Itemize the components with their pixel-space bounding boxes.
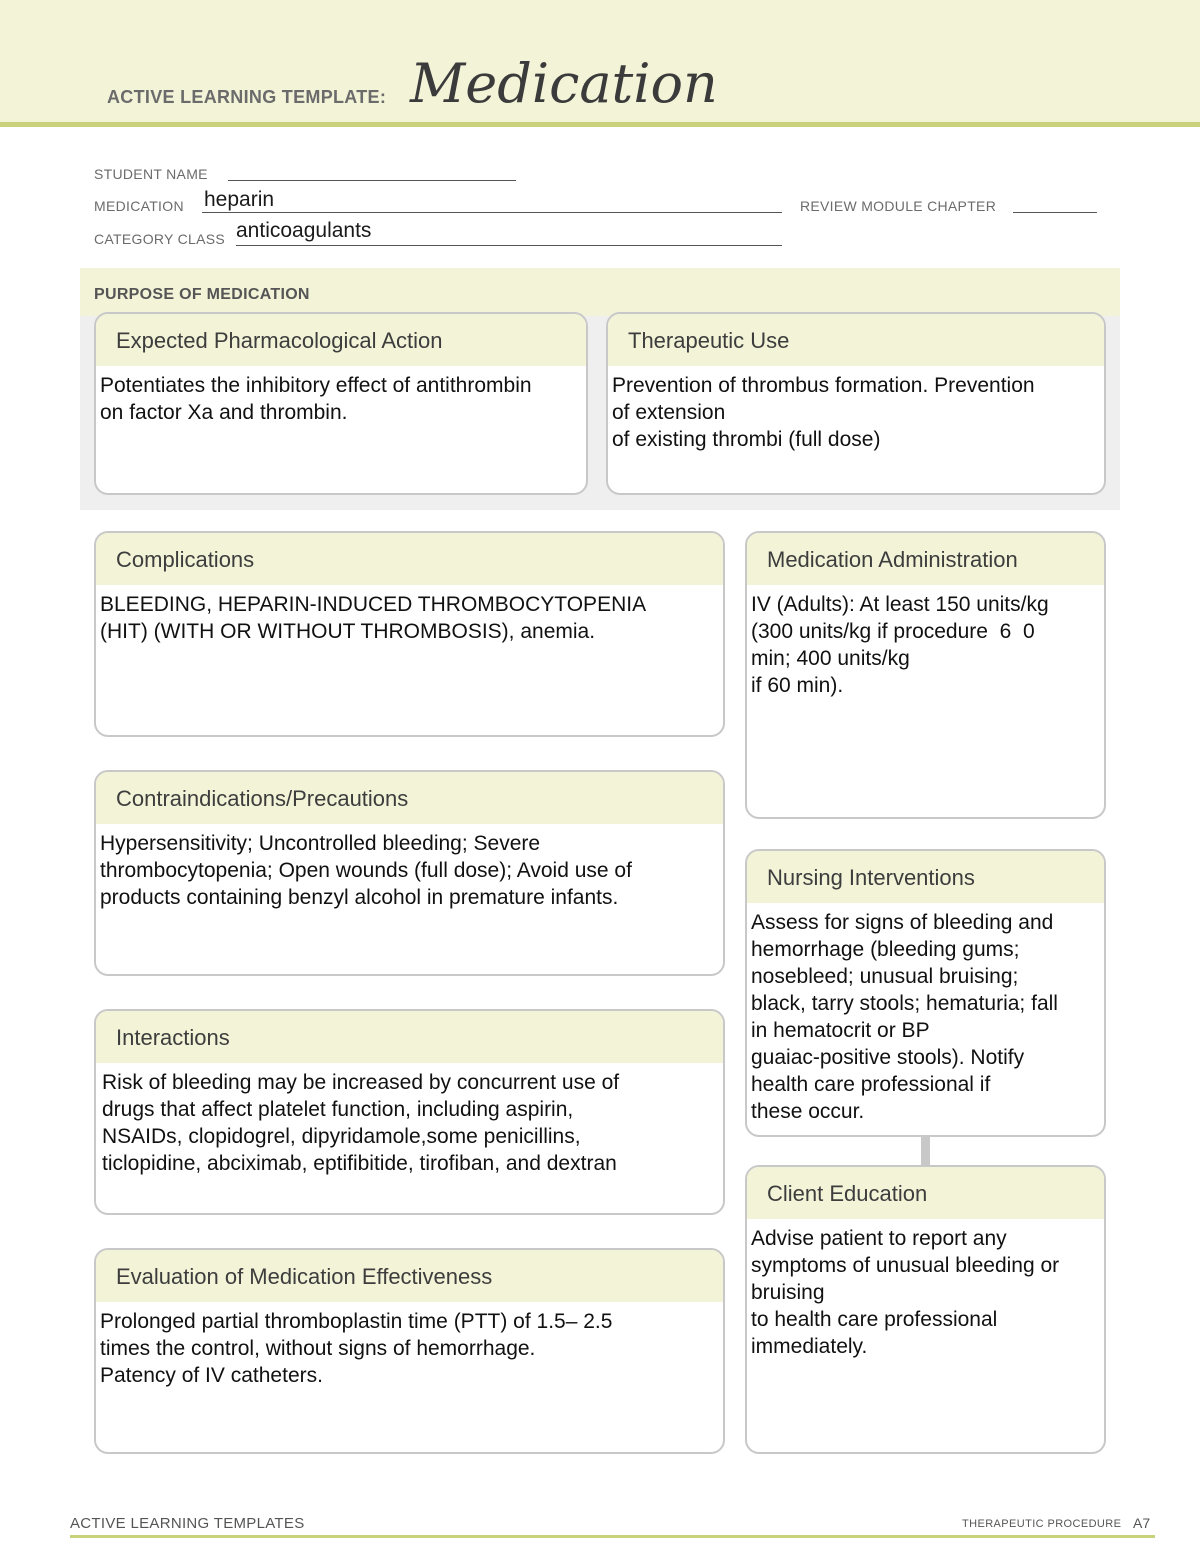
text-line: hemorrhage (bleeding gums; <box>751 938 1020 961</box>
text-line: Prolonged partial thromboplastin time (PTT) of 1.5– 2.5 <box>100 1310 613 1333</box>
text-line: bruising <box>751 1281 825 1304</box>
card-title: Expected Pharmacological Action <box>96 314 586 366</box>
complications-text[interactable] <box>96 585 723 645</box>
administration-text[interactable] <box>747 585 1104 699</box>
page-title: Medication <box>410 52 718 115</box>
text-line: symptoms of unusual bleeding or <box>751 1254 1060 1277</box>
text-line: drugs that affect platelet function, including aspirin, <box>102 1098 574 1121</box>
text-line: of extension <box>612 401 726 424</box>
card-connector <box>921 1136 930 1166</box>
therapeutic-use-text[interactable] <box>608 366 1104 453</box>
review-module-line[interactable] <box>1013 212 1097 213</box>
card-title: Interactions <box>96 1011 723 1063</box>
text-line: min; 400 units/kg <box>751 647 910 670</box>
category-class-line[interactable] <box>236 245 782 246</box>
purpose-label: PURPOSE OF MEDICATION <box>94 286 310 303</box>
card-title: Contraindications/Precautions <box>96 772 723 824</box>
category-class-label: CATEGORY CLASS <box>94 231 226 247</box>
category-class-value[interactable]: anticoagulants <box>236 219 372 242</box>
review-module-label: REVIEW MODULE CHAPTER <box>800 198 997 214</box>
complications-card <box>94 531 725 737</box>
text-line: ticlopidine, abciximab, eptifibitide, tirofiban, and dextran <box>102 1152 617 1175</box>
expected-action-text[interactable] <box>96 366 586 426</box>
medication-label: MEDICATION <box>94 198 184 214</box>
text-line: Patency of IV catheters. <box>100 1364 323 1387</box>
student-name-label: STUDENT NAME <box>94 166 208 182</box>
text-line: Risk of bleeding may be increased by concurrent use of <box>102 1071 620 1094</box>
card-title: Client Education <box>747 1167 1104 1219</box>
text-line: on factor Xa and thrombin. <box>100 401 348 424</box>
card-title: Evaluation of Medication Effectiveness <box>96 1250 723 1302</box>
card-title: Nursing Interventions <box>747 851 1104 903</box>
text-line: to health care professional <box>751 1308 998 1331</box>
contraindications-card <box>94 770 725 976</box>
interactions-text[interactable] <box>96 1063 723 1177</box>
card-title: Medication Administration <box>747 533 1104 585</box>
contraindications-text[interactable] <box>96 824 723 911</box>
text-line: these occur. <box>751 1100 865 1123</box>
evaluation-card <box>94 1248 725 1454</box>
page-number: A7 <box>1133 1515 1151 1531</box>
text-line: of existing thrombi (full dose) <box>612 428 881 451</box>
client-education-text[interactable] <box>747 1219 1104 1360</box>
interactions-card <box>94 1009 725 1215</box>
text-line: in hematocrit or BP <box>751 1019 930 1042</box>
footer-left-label: ACTIVE LEARNING TEMPLATES <box>70 1515 305 1532</box>
text-line: (HIT) (WITH OR WITHOUT THROMBOSIS), anemia. <box>100 620 596 643</box>
medication-value[interactable]: heparin <box>204 188 275 211</box>
nursing-card <box>745 849 1106 1137</box>
text-line: health care professional if <box>751 1073 991 1096</box>
text-line: black, tarry stools; hematuria; fall <box>751 992 1058 1015</box>
text-line: Hypersensitivity; Uncontrolled bleeding; Severe <box>100 832 541 855</box>
administration-card <box>745 531 1106 819</box>
text-line: IV (Adults): At least 150 units/kg <box>751 593 1049 616</box>
text-line: Assess for signs of bleeding and <box>751 911 1054 934</box>
text-line: guaiac-positive stools). Notify <box>751 1046 1025 1069</box>
therapeutic-use-card <box>606 312 1106 495</box>
client-education-card <box>745 1165 1106 1454</box>
card-title: Complications <box>96 533 723 585</box>
text-line: Potentiates the inhibitory effect of antithrombin <box>100 374 532 397</box>
text-line: products containing benzyl alcohol in premature infants. <box>100 886 619 909</box>
evaluation-text[interactable] <box>96 1302 723 1389</box>
template-label: ACTIVE LEARNING TEMPLATE: <box>107 87 387 107</box>
text-line: if 60 min). <box>751 674 844 697</box>
card-title: Therapeutic Use <box>608 314 1104 366</box>
expected-action-card <box>94 312 588 495</box>
footer-right-label: THERAPEUTIC PROCEDURE <box>962 1518 1122 1530</box>
text-line: times the control, without signs of hemorrhage. <box>100 1337 536 1360</box>
footer-divider <box>70 1535 1155 1538</box>
text-line: Advise patient to report any <box>751 1227 1007 1250</box>
medication-line[interactable] <box>202 212 782 213</box>
text-line: immediately. <box>751 1335 868 1358</box>
text-line: Prevention of thrombus formation. Prevention <box>612 374 1035 397</box>
student-name-line[interactable] <box>228 180 516 181</box>
nursing-text[interactable] <box>747 903 1104 1125</box>
text-line: NSAIDs, clopidogrel, dipyridamole,some penicillins, <box>102 1125 581 1148</box>
header-divider <box>0 122 1200 127</box>
text-line: BLEEDING, HEPARIN-INDUCED THROMBOCYTOPENIA <box>100 593 647 616</box>
text-line: (300 units/kg if procedure 6 0 <box>751 620 1035 643</box>
text-line: nosebleed; unusual bruising; <box>751 965 1019 988</box>
text-line: thrombocytopenia; Open wounds (full dose); Avoid use of <box>100 859 632 882</box>
